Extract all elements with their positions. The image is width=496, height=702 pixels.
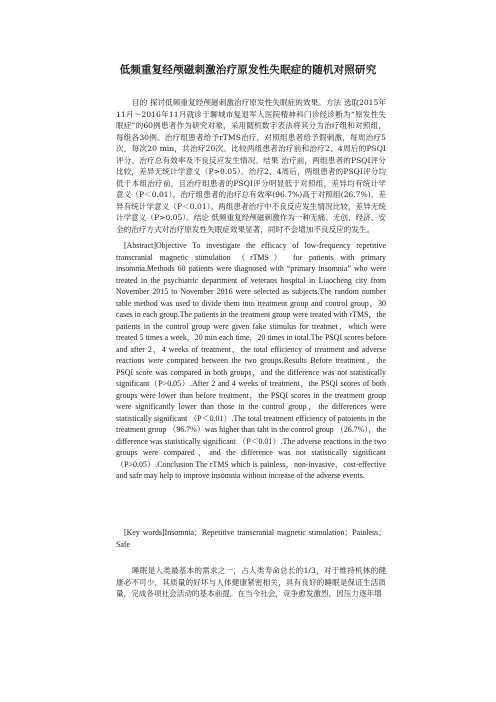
body-paragraph: 睡眠是人类最基本的需求之一，占人类寿命总长的1/3，对于维持机体的健康必不可少，其质量的好坏与人体健康紧密相关，具有良好的睡眠是保证生活质量，完成各项社会活动的基本前提。在当今社会，竞争愈发激烈，因压力逐年增 <box>116 566 386 598</box>
paper-title: 低频重复经颅磁刺激治疗原发性失眠症的随机对照研究 <box>119 64 377 76</box>
keywords: [Key words]Insomnia；Repetitive transcranial magnetic stimulation；Painless；Safe <box>116 528 386 549</box>
abstract-chinese: 目的 探讨低频重复经颅磁刺激治疗原发性失眠症的效果。方法 选取2015年11月～2016年11月就诊于聊城市复退军人医院精神科门诊经诊断为“原发性失眠症”的60例患者作为研究对象，采用随机数字表法将其分为治疗组和对照组，每组各30例。治疗组患者给予rTMS治疗，对照组患者给予假刺激，每周治疗5次，每次20 min，共治疗20次。比较两组患者治疗前和治疗2、4周后的PSQI评分、治疗总有效率及不良反应发生情况。结果 治疗前，两组患者的PSQI评分比较，差异无统计学意义（P>0.05）。治疗2、4周后，两组患者的PSQI评分均低于本组治疗前，且治疗组患者的PSQI评分明显低于对照组，差异均有统计学意义（P＜0.01）。治疗组患者的治疗总有效率(96.7%)高于对照组(26.7%)，差异有统计学意义（P＜0.01）。两组患者治疗中不良反应发生情况比较，差异无统计学意义（P>0.05）。结论 低频重复经颅磁刺激作为一种无痛、无创、经济、安全的治疗方式对治疗原发性失眠症效果显著，同时不会增加不良反应的发生。 <box>116 98 386 234</box>
abstract-english: [Abstract]Objective To investigate the efficacy of low-frequency repetitive transcranial magnetic stimulation （rTMS） for patients with primary insomnia.Methods 60 patients were diagnosed with “primary insomnia” who were treated in the psychiatric department of veterans hospital in Liaocheng city from November 2015 to November 2016 were selected as subjects.The random number table method was used to divide them into treatment group and control group，30 cases in each group.The patients in the treatment group were treated with rTMS，the patients in the control group were given fake stimulus for treatmet，which were treated 5 times a week，20 min each time，20 times in total.The PSQI scores before and after 2，4 weeks of treatment，the total efficiency of treatment and adverse reactions were compared between the two groups.Results Before treatment，the PSQI score was compared in both groups，and the difference was not statistically significant（P>0.05）.After 2 and 4 weeks of treatment，the PSQI scores of both groups were lower than before treatment，the PSQI scores in the treatment group were significantly lower than those in the control group，the differences were statistically significant （P＜0.01）.The total treatment efficiency of patoients in the treatment group （96.7%）was higher than taht in the control group （26.7%），the difference was statistically significant （P＜0.01）.The adverse reactions in the two groups were compared，and the difference was not statistically significant（P>0.05）.Conclusion The rTMS which is painless，non-invasive，cost-effective and safe may help to improve insomnia without increase of the adverse events. <box>116 241 386 480</box>
